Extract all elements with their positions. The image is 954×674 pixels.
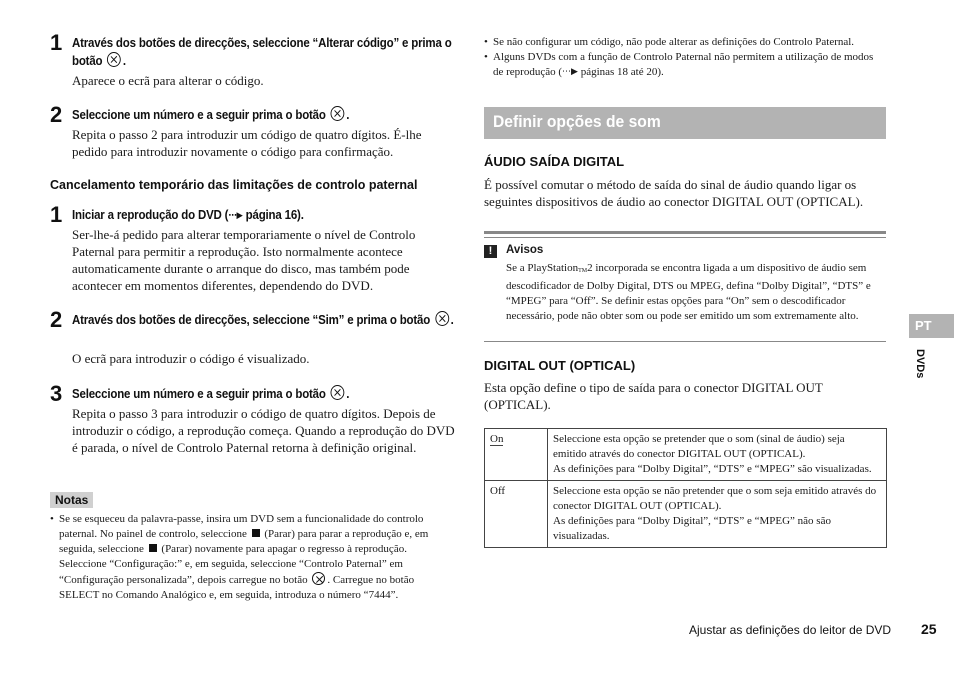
warning-text-part: Se a PlayStation <box>506 262 579 274</box>
optical-heading: DIGITAL OUT (OPTICAL) <box>484 358 636 373</box>
audio-heading: ÁUDIO SAÍDA DIGITAL <box>484 154 625 169</box>
step-body: Repita o passo 3 para introduzir o código de quatro dígitos. Depois de introduzir o código, a reprodução começa. Quando a reprodução do DVD é parada, o nível de Controlo Paternal retorna à definição original. <box>72 406 455 455</box>
step-title <box>72 206 458 225</box>
step-title-end: ). <box>297 208 304 222</box>
optical-paragraph: Esta opção define o tipo de saída para o conector DIGITAL OUT (OPTICAL). <box>484 380 823 412</box>
note-text: (Parar) novamente para apagar o regresso à reprodução. Seleccione “Configuração:” e, em seguida, seleccione “Controlo Paternal” em “Configuração personalizada”, depois carregue no botão <box>59 543 407 586</box>
note-text: . Carregue no botão SELECT no Comando Analógico e, em seguida, introduza o número “7444”. <box>59 574 415 601</box>
footer-title: Ajustar as definições do leitor de DVD <box>689 623 892 637</box>
note-item <box>50 512 453 603</box>
trademark: TM <box>578 268 588 274</box>
step-body: Ser-lhe-á pedido para alterar temporariamente o nível de Controlo Paternal para permitir a reprodução. Isto normalmente acontece automaticamente durante o arranque do disco, mas também pode acontecer em momentos diferentes, dependendo do DVD. <box>72 227 416 293</box>
cross-button-icon <box>435 311 449 326</box>
step-title-end: . <box>346 108 350 122</box>
step-body: O ecrã para introduzir o código é visualizado. <box>72 351 310 366</box>
step-title <box>72 385 458 403</box>
page-number: 25 <box>921 621 937 637</box>
step-body: Aparece o ecrã para alterar o código. <box>72 73 264 88</box>
option-desc: Seleccione esta opção se pretender que o som (sinal de áudio) seja emitido através do conector DIGITAL OUT (OPTICAL). <box>553 433 845 460</box>
page-reference[interactable]: páginas 18 até 20). <box>580 66 664 78</box>
step-title <box>72 106 458 124</box>
option-key: Off <box>490 485 506 497</box>
option-desc-cell <box>548 481 887 548</box>
step-title-text: Seleccione um número e a seguir prima o botão <box>72 108 326 122</box>
section-header <box>484 107 886 139</box>
list-item-text: Alguns DVDs com a função de Controlo Paternal não permitem a utilização de modos de reprodução ( <box>493 51 874 78</box>
step-title-text: Iniciar a reprodução do DVD ( <box>72 208 229 222</box>
table-row <box>485 481 887 548</box>
step-number: 3 <box>50 381 63 406</box>
subheading: Cancelamento temporário das limitações de controlo paternal <box>50 178 418 192</box>
option-key: On <box>490 433 504 445</box>
step-title-end: . <box>450 313 454 327</box>
option-key-cell <box>485 429 548 481</box>
stop-square-icon <box>149 544 157 552</box>
step-title <box>72 34 458 70</box>
page-reference-arrow-icon: ⋯▶ <box>228 211 243 221</box>
list-item: • Se não configurar um código, não pode alterar as definições do Controlo Paternal. <box>484 35 886 50</box>
page-reference[interactable]: página 16 <box>245 208 298 222</box>
cross-button-icon <box>331 106 345 121</box>
option-desc: As definições para “Dolby Digital”, “DTS” e “MPEG” não são visualizadas. <box>553 515 831 542</box>
exclamation-icon: ! <box>484 245 497 258</box>
step-title-end: . <box>346 387 350 401</box>
notes-list <box>50 512 453 603</box>
warning-top-rule <box>484 231 886 238</box>
list-item <box>484 50 886 80</box>
step-number: 2 <box>50 307 63 332</box>
cross-button-icon <box>331 385 345 400</box>
cross-button-icon <box>312 572 325 585</box>
warning-text-part: 2 incorporada se encontra ligada a um dispositivo de áudio sem descodificador de Dolby Digital, DTS ou MPEG, defina “Dolby Digital”, “DTS” e “MPEG” para “Off”. Se definir estas opções para “On” sem o descodificador necessário, pode não obter som ou pode ser emitido um som extremamente alto. <box>506 262 871 322</box>
bullet-list <box>484 35 886 80</box>
step-number: 1 <box>50 202 63 227</box>
note-text: (Parar) para parar a reprodução e, em seguida, seleccione <box>59 528 429 555</box>
notes-label: Notas <box>50 492 93 508</box>
section-side-label: DVDs <box>914 349 926 379</box>
option-desc: Seleccione esta opção se não pretender que o som seja emitido através do conector DIGITAL OUT (OPTICAL). <box>553 485 877 512</box>
step-title-text: Através dos botões de direcções, seleccione “Alterar código” e prima o botão <box>72 36 452 68</box>
warning-bottom-rule <box>484 341 886 342</box>
cross-button-icon <box>107 52 121 67</box>
step-body: Repita o passo 2 para introduzir um código de quatro dígitos. É-lhe pedido para introduzir novamente o código para confirmação. <box>72 127 422 159</box>
warning-title: Avisos <box>506 244 544 256</box>
table-row <box>485 429 887 481</box>
step-title <box>72 311 458 329</box>
options-table <box>484 428 887 548</box>
step-title-text: Seleccione um número e a seguir prima o botão <box>72 387 326 401</box>
page-reference-arrow-icon: ⋯▶ <box>562 67 578 77</box>
option-key-cell <box>485 481 548 548</box>
step-number: 2 <box>50 102 63 127</box>
language-tab: PT <box>909 314 954 338</box>
warning-text <box>506 261 884 324</box>
stop-square-icon <box>252 529 260 537</box>
step-number: 1 <box>50 30 63 55</box>
option-desc-cell <box>548 429 887 481</box>
step-title-text: Através dos botões de direcções, seleccione “Sim” e prima o botão <box>72 313 431 327</box>
note-text: Se se esqueceu da palavra-passe, insira um DVD sem a funcionalidade do controlo paternal. No painel de controlo, seleccione <box>59 513 424 540</box>
section-title: Definir opções de som <box>493 112 661 131</box>
step-title-end: . <box>122 54 126 68</box>
audio-paragraph: É possível comutar o método de saída do sinal de áudio quando ligar os seguintes dispositivos de áudio ao conector DIGITAL OUT (OPTICAL). <box>484 177 864 209</box>
option-desc: As definições para “Dolby Digital”, “DTS” e “MPEG” são visualizadas. <box>553 463 872 475</box>
